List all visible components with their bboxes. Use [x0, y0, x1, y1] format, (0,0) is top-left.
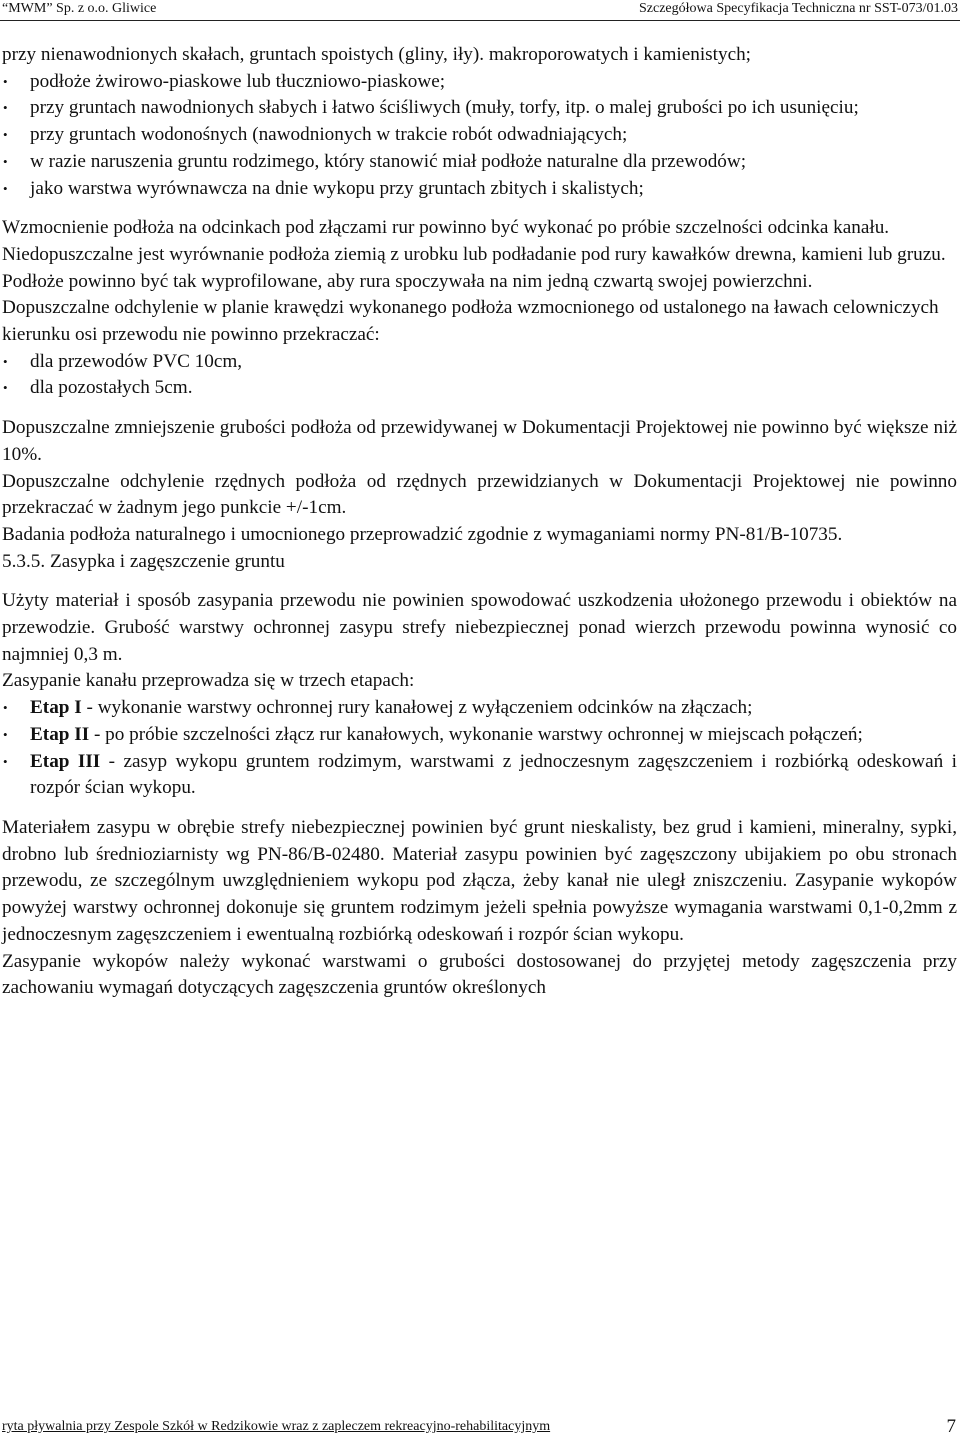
paragraph: Podłoże powinno być tak wyprofilowane, aby rura spoczywała na nim jedną czwartą swojej powierzchni. — [2, 270, 813, 292]
stage-text: - wykonanie warstwy ochronnej rury kanałowej z wyłączeniem odcinków na złączach; — [81, 697, 753, 719]
paragraph: Badania podłoża naturalnego i umocnionego przeprowadzić zgodnie z wymaganiami normy PN-81/B-10735. — [2, 523, 843, 545]
paragraph: Użyty materiał i sposób zasypania przewodu nie powinien spowodować uszkodzenia ułożonego przewodu i obiektów na przewodzie. Grubość warstwy ochronnej zasypu strefy niebezpiecznej ponad wierzch przewodu powinna wynosić co najmniej 0,3 m. — [2, 590, 957, 665]
list-item: • przy gruntach wodonośnych (nawodnionych w trakcie robót odwadniających; — [2, 122, 957, 149]
deviation-bullet-list — [2, 349, 957, 402]
page-header — [0, 0, 960, 22]
stage-label: Etap III — [30, 750, 101, 772]
paragraph: Dopuszczalne odchylenie rzędnych podłoża od rzędnych przewidzianych w Dokumentacji Projektowej nie powinno przekraczać w żadnym jego punkcie +/-1cm. — [2, 470, 957, 519]
paragraph: Wzmocnienie podłoża na odcinkach pod złączami rur powinno być wykonać po próbie szczelności odcinka kanału. — [2, 217, 890, 239]
list-item: • dla pozostałych 5cm. — [2, 375, 957, 402]
header-divider — [0, 20, 960, 21]
page-footer — [0, 1418, 960, 1442]
intro-first-line: przy nienawodnionych skałach, gruntach spoistych (gliny, iły). makroporowatych i kamienistych; — [2, 44, 752, 65]
footer-project-title: ryta pływalnia przy Zespole Szkół w Redzikowie wraz z zapleczem rekreacyjno-rehabilitacyjnym — [2, 1419, 551, 1434]
stage-label: Etap I — [30, 697, 82, 719]
header-company: “MWM” Sp. z o.o. Gliwice — [2, 1, 157, 16]
list-item: • jako warstwa wyrównawcza na dnie wykopu przy gruntach zbitych i skalistych; — [2, 176, 957, 203]
stage-text: - po próbie szczelności złącz rur kanałowych, wykonanie warstwy ochronnej w miejscach połączeń; — [89, 723, 863, 745]
list-item: • przy gruntach nawodnionych słabych i łatwo ściśliwych (muły, torfy, itp. o malej grubości po ich usunięciu; — [2, 95, 957, 122]
list-item: • dla przewodów PVC 10cm, — [2, 349, 957, 376]
stages-bullet-list — [2, 695, 957, 802]
paragraph: Zasypanie wykopów należy wykonać warstwami o grubości dostosowanej do przyjętej metody zagęszczenia przy zachowaniu wymagań dotyczących zagęszczenia gruntów określonych — [2, 950, 957, 999]
paragraph: Niedopuszczalne jest wyrównanie podłoża ziemią z urobku lub podładanie pod rury kawałków drewna, kamieni lub gruzu. — [2, 243, 946, 265]
stage-item — [2, 749, 957, 802]
stage-item — [2, 722, 957, 749]
header-spec-number: Szczegółowa Specyfikacja Techniczna nr SST-073/01.03 — [639, 1, 958, 16]
paragraph: Zasypanie kanału przeprowadza się w trzech etapach: — [2, 670, 415, 692]
list-item: • w razie naruszenia gruntu rodzimego, który stanowić miał podłoże naturalne dla przewodów; — [2, 149, 957, 176]
stage-text: - zasyp wykopu gruntem rodzimym, warstwami z jednoczesnym zagęszczeniem i rozbiórką odeskowań i rozpór ścian wykopu. — [30, 750, 957, 799]
stage-item — [2, 695, 957, 722]
document-body — [2, 42, 957, 1002]
list-item: • podłoże żwirowo-piaskowe lub tłuczniowo-piaskowe; — [2, 69, 957, 96]
page-number: 7 — [946, 1416, 956, 1437]
section-heading: 5.3.5. Zasypka i zagęszczenie gruntu — [2, 550, 285, 572]
paragraph: Dopuszczalne odchylenie w planie krawędzi wykonanego podłoża wzmocnionego od ustalonego na ławach celowniczych kierunku osi przewodu nie powinno przekraczać: — [2, 297, 939, 346]
paragraph: Dopuszczalne zmniejszenie grubości podłoża od przewidywanej w Dokumentacji Projektowej nie powinno być większe niż 10%. — [2, 417, 957, 465]
stage-label: Etap II — [30, 723, 90, 745]
paragraph: Materiałem zasypu w obrębie strefy niebezpiecznej powinien być grunt nieskalisty, bez grud i kamieni, mineralny, sypki, drobno lub średnioziarnisty wg PN-86/B-02480. Materiał zasypu powinien być zagęszczony ubijakiem po obu stronach przewodu, ze szczególnym uwzględnieniem wykopu pod złącza, żeby kanał nie uległ zniszczeniu. Zasypanie wykopów powyżej warstwy ochronnej dokonuje się gruntem rodzimym jeżeli spełnia powyższe wymagania warstwami 0,1-0,2mm z jednoczesnym zagęszczeniem i ewentualną rozbiórką odeskowań i rozpór ścian wykopu. — [2, 816, 957, 945]
foundation-bullet-list — [2, 69, 957, 203]
